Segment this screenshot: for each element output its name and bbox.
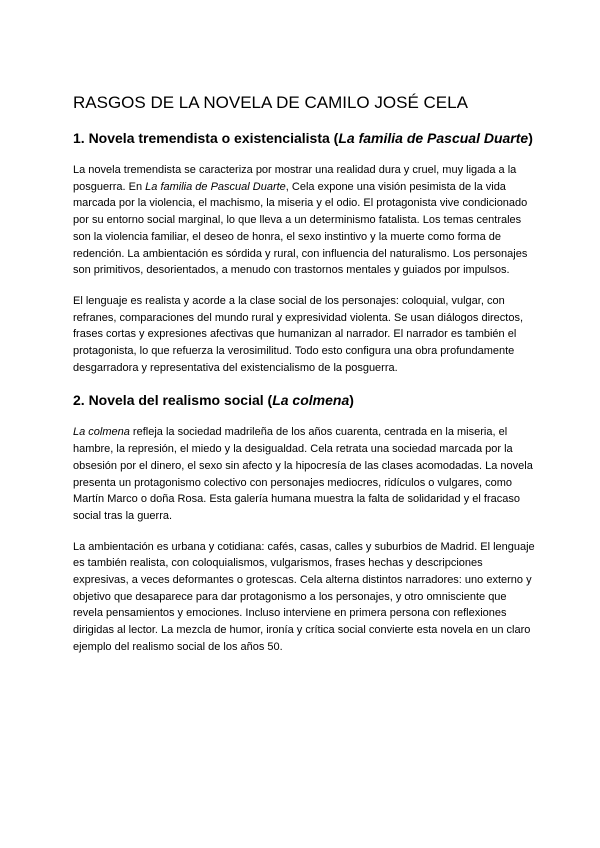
- section-2-heading-prefix: 2. Novela del realismo social (: [73, 392, 273, 409]
- section-1-heading-prefix: 1. Novela tremendista o existencialista (: [73, 130, 339, 146]
- section-1-paragraph-2: El lenguaje es realista y acorde a la clase social de los personajes: coloquial, vulgar, con refranes, comparaciones del mundo rural y expresividad violenta. Se usan diálogos directos, frases cortas y expresiones afectivas que humanizan al narrador. El narrador es también el protagonista, lo que refuerza la verosimilitud. Todo esto configura una obra profundamente desgarradora y representativa del existencialismo de la posguerra.: [73, 294, 524, 374]
- section-1-heading-suffix: ): [528, 130, 533, 146]
- section-1-paragraph-1: [73, 162, 535, 279]
- section-2-paragraph-2: La ambientación es urbana y cotidiana: cafés, casas, calles y suburbios de Madrid. El lenguaje es también realista, con coloquialismos, vulgarismos, frases hechas y descripciones expresivas, a veces deformantes o grotescas. Cela alterna distintos narradores: uno externo y objetivo que desaparece para dar protagonismo a los personajes, y otro omnisciente que revela pensamientos y emociones. Incluso interviene en primera persona con reflexiones dirigidas al lector. La mezcla de humor, ironía y crítica social convierte esta novela en un claro ejemplo del realismo social de los años 50.: [73, 540, 535, 653]
- document-title: RASGOS DE LA NOVELA DE CAMILO JOSÉ CELA: [73, 93, 468, 112]
- section-2-paragraph-1: [73, 424, 535, 524]
- section-2-heading-italic: La colmena: [272, 392, 350, 409]
- section-1-heading: [73, 128, 535, 148]
- section-2-heading: [73, 390, 535, 410]
- s1p1-text-b: , Cela expone una visión pesimista de la vida marcada por la violencia, el machismo, la miseria y el odio. El protagonista vive condicionado por su entorno social marginal, lo que lleva a un determinismo fatalista. Los temas centrales son la violencia familiar, el deseo de honra, el sexo instintivo y la muerte como forma de redención. La ambientación es sórdida y rural, con influencia del naturalismo. Los personajes son primitivos, desorientados, a menudo con trastornos mentales y guiados por impulsos.: [73, 180, 528, 277]
- s2p1-italic-title: La colmena: [73, 426, 130, 439]
- s2p1-text-b: refleja la sociedad madrileña de los años cuarenta, centrada en la miseria, el hambre, la represión, el miedo y la desigualdad. Cela retrata una sociedad marcada por la obsesión por el dinero, el sexo sin afecto y la hipocresía de las clases acomodadas. La novela presenta un protagonismo colectivo con personajes mediocres, ridículos o vulgares, como Martín Marco o doña Rosa. Esta galería humana muestra la falta de solidaridad y el fracaso social tras la guerra.: [73, 426, 533, 522]
- s1p1-text-a: La novela tremendista se caracteriza por mostrar una realidad dura y cruel, muy ligada a la posguerra. En: [73, 164, 517, 193]
- section-1-heading-italic: La familia de Pascual Duarte: [338, 130, 529, 146]
- s1p1-italic-title: La familia de Pascual Duarte: [145, 180, 286, 193]
- section-2-heading-suffix: ): [349, 392, 354, 409]
- document-page: [73, 92, 535, 670]
